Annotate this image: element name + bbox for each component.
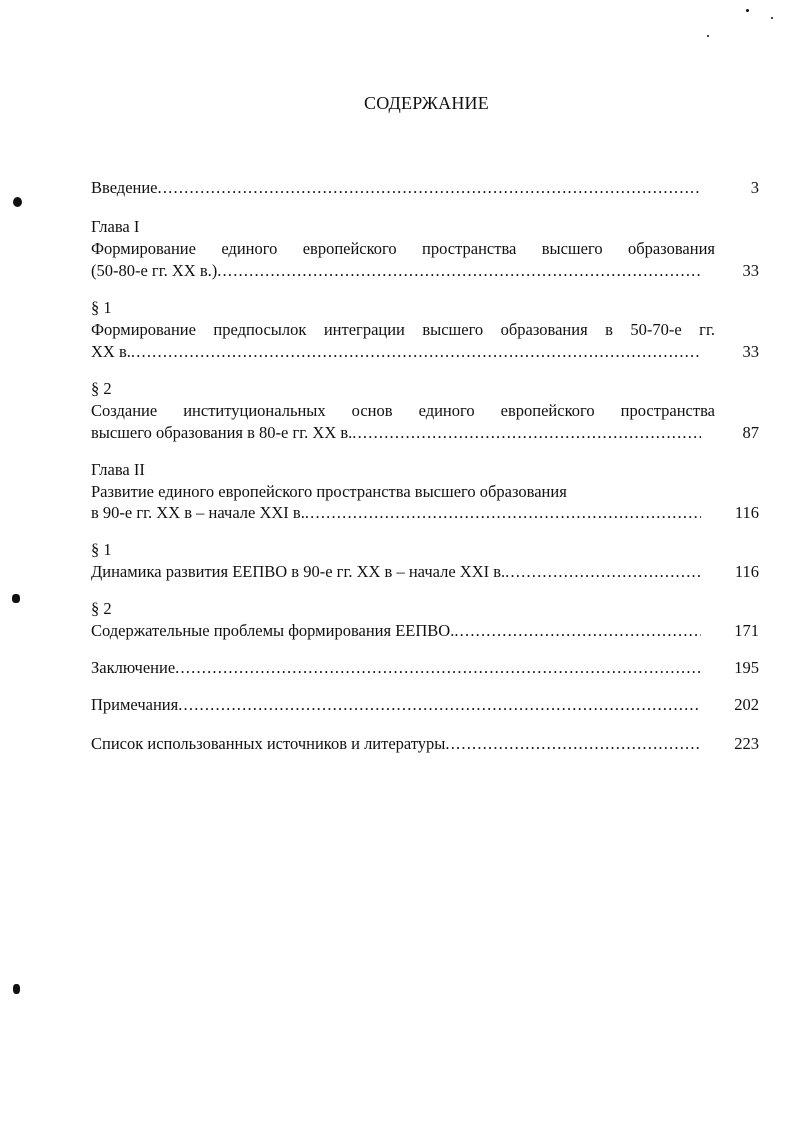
toc-page-number: 87: [742, 423, 759, 442]
scan-speck-mark: [746, 9, 749, 12]
toc-page-number: 195: [734, 658, 759, 677]
toc-entry-section-1-1[interactable]: [91, 341, 759, 363]
toc-entry-text: Список использованных источников и литературы: [91, 734, 446, 753]
scan-speck-mark: [12, 594, 20, 603]
toc-entry-text: высшего образования в 80-е гг. XX в.: [91, 423, 353, 442]
toc-entry-text: Заключение: [91, 658, 176, 677]
toc-page-number: 171: [734, 621, 759, 640]
toc-entry-text: в 90-е гг. XX в – начале XXI в.: [91, 503, 305, 522]
toc-entry-text: Введение: [91, 178, 158, 197]
chapter-2-title-line: Развитие единого европейского пространства высшего образования: [91, 482, 567, 501]
toc-page-number: 223: [734, 734, 759, 753]
toc-entry-chapter-2[interactable]: [91, 502, 759, 524]
chapter-2-label: Глава II: [91, 460, 145, 479]
toc-page-number: 202: [734, 695, 759, 714]
toc-entry-text: (50-80-е гг. XX в.): [91, 261, 218, 280]
toc-entry-section-2-1[interactable]: [91, 561, 759, 583]
scan-speck-mark: [13, 197, 22, 207]
section-1-2-label: § 2: [91, 379, 112, 398]
toc-page-number: 33: [742, 342, 759, 361]
toc-page-number: 3: [750, 178, 759, 197]
dot-leader: [175, 657, 701, 679]
chapter-1-label: Глава I: [91, 217, 140, 236]
toc-entry-text: Динамика развития ЕЕПВО в 90-е гг. XX в – начале XXI в.: [91, 562, 506, 581]
toc-page-number: 116: [734, 562, 759, 581]
dot-leader: [178, 694, 701, 716]
toc-entry-sources[interactable]: [91, 733, 759, 755]
toc-entry-text: Содержательные проблемы формирования ЕЕПВО.: [91, 621, 455, 640]
dot-leader: [505, 561, 701, 583]
page-title: СОДЕРЖАНИЕ: [364, 93, 489, 113]
dot-leader: [305, 502, 701, 524]
scan-speck-mark: [771, 17, 773, 19]
scan-speck-mark: [707, 35, 709, 37]
dot-leader: [158, 177, 701, 199]
toc-entry-conclusion[interactable]: [91, 657, 759, 679]
dot-leader: [217, 260, 701, 282]
toc-page-number: 33: [742, 261, 759, 280]
toc-entry-text: Примечания: [91, 695, 179, 714]
chapter-1-title-line: Формирование единого европейского пространства высшего образования: [91, 239, 715, 258]
toc-entry-intro[interactable]: [91, 177, 759, 199]
toc-entry-chapter-1[interactable]: [91, 260, 759, 282]
dot-leader: [131, 341, 701, 363]
scan-speck-mark: [13, 984, 20, 994]
section-1-1-title-line: Формирование предпосылок интеграции высшего образования в 50-70-е гг.: [91, 320, 715, 339]
toc-entry-section-2-2[interactable]: [91, 620, 759, 642]
section-2-2-label: § 2: [91, 599, 112, 618]
toc-entry-section-1-2[interactable]: [91, 422, 759, 444]
dot-leader: [454, 620, 701, 642]
toc-entry-text: XX в.: [91, 342, 131, 361]
toc-entry-notes[interactable]: [91, 694, 759, 716]
dot-leader: [352, 422, 701, 444]
section-1-2-title-line: Создание институциональных основ единого европейского пространства: [91, 401, 715, 420]
section-2-1-label: § 1: [91, 540, 112, 559]
dot-leader: [445, 733, 701, 755]
toc-page-number: 116: [734, 503, 759, 522]
section-1-1-label: § 1: [91, 298, 112, 317]
